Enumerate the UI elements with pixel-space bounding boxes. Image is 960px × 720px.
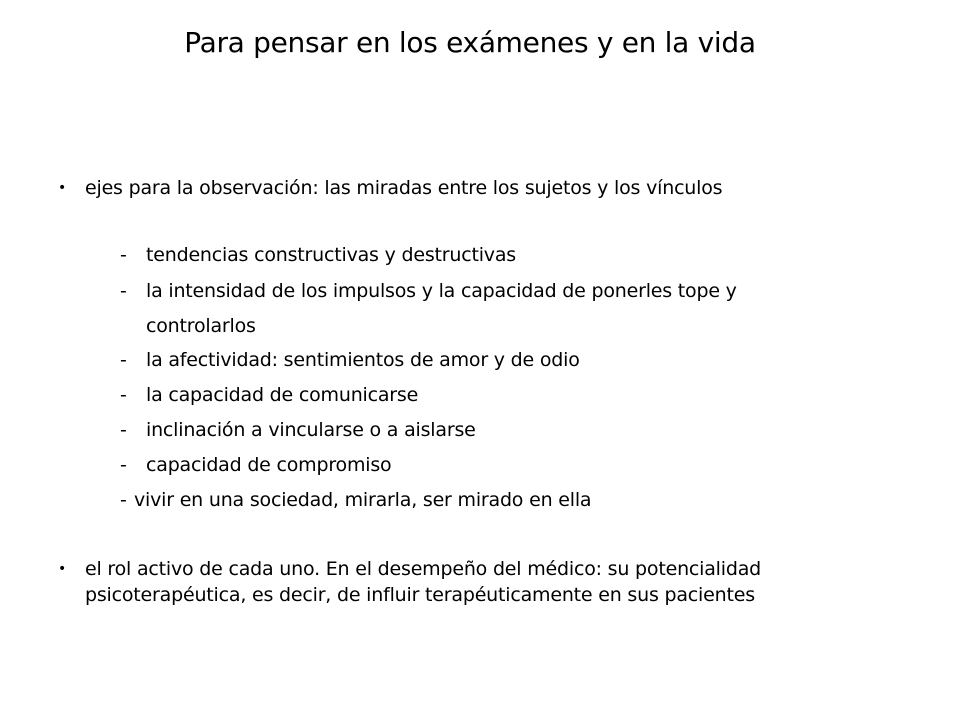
dash-icon: - bbox=[120, 489, 127, 511]
subitem-7-text: vivir en una sociedad, mirarla, ser mirado en ella bbox=[134, 489, 592, 511]
subitem-5 bbox=[120, 419, 476, 441]
dash-icon: - bbox=[120, 280, 127, 302]
subitem-4 bbox=[120, 384, 418, 406]
bullet-2-line-1: el rol activo de cada uno. En el desempeño del médico: su potencialidad bbox=[85, 558, 761, 580]
subitem-2-continuation: controlarlos bbox=[146, 315, 256, 337]
slide-title: Para pensar en los exámenes y en la vida bbox=[184, 26, 756, 59]
dash-icon: - bbox=[120, 349, 127, 371]
subitem-1 bbox=[120, 244, 516, 266]
bullet-2-line-2: psicoterapéutica, es decir, de influir terapéuticamente en sus pacientes bbox=[85, 584, 755, 606]
subitem-2 bbox=[120, 280, 737, 302]
subitem-6-text: capacidad de compromiso bbox=[146, 454, 392, 476]
subitem-7 bbox=[120, 489, 591, 511]
dash-icon: - bbox=[120, 419, 127, 441]
dash-icon: - bbox=[120, 454, 127, 476]
subitem-4-text: la capacidad de comunicarse bbox=[146, 384, 419, 406]
dash-icon: - bbox=[120, 244, 127, 266]
subitem-6 bbox=[120, 454, 391, 476]
subitem-1-text: tendencias constructivas y destructivas bbox=[146, 244, 516, 266]
subitem-5-text: inclinación a vincularse o a aislarse bbox=[146, 419, 476, 441]
bullet-1-text: ejes para la observación: las miradas entre los sujetos y los vínculos bbox=[85, 177, 723, 199]
bullet-2-icon: • bbox=[58, 561, 67, 577]
subitem-3-text: la afectividad: sentimientos de amor y de odio bbox=[146, 349, 580, 371]
subitem-3 bbox=[120, 349, 580, 371]
subitem-2-text: la intensidad de los impulsos y la capacidad de ponerles tope y bbox=[146, 280, 737, 302]
bullet-1-icon: • bbox=[58, 180, 67, 196]
dash-icon: - bbox=[120, 384, 127, 406]
